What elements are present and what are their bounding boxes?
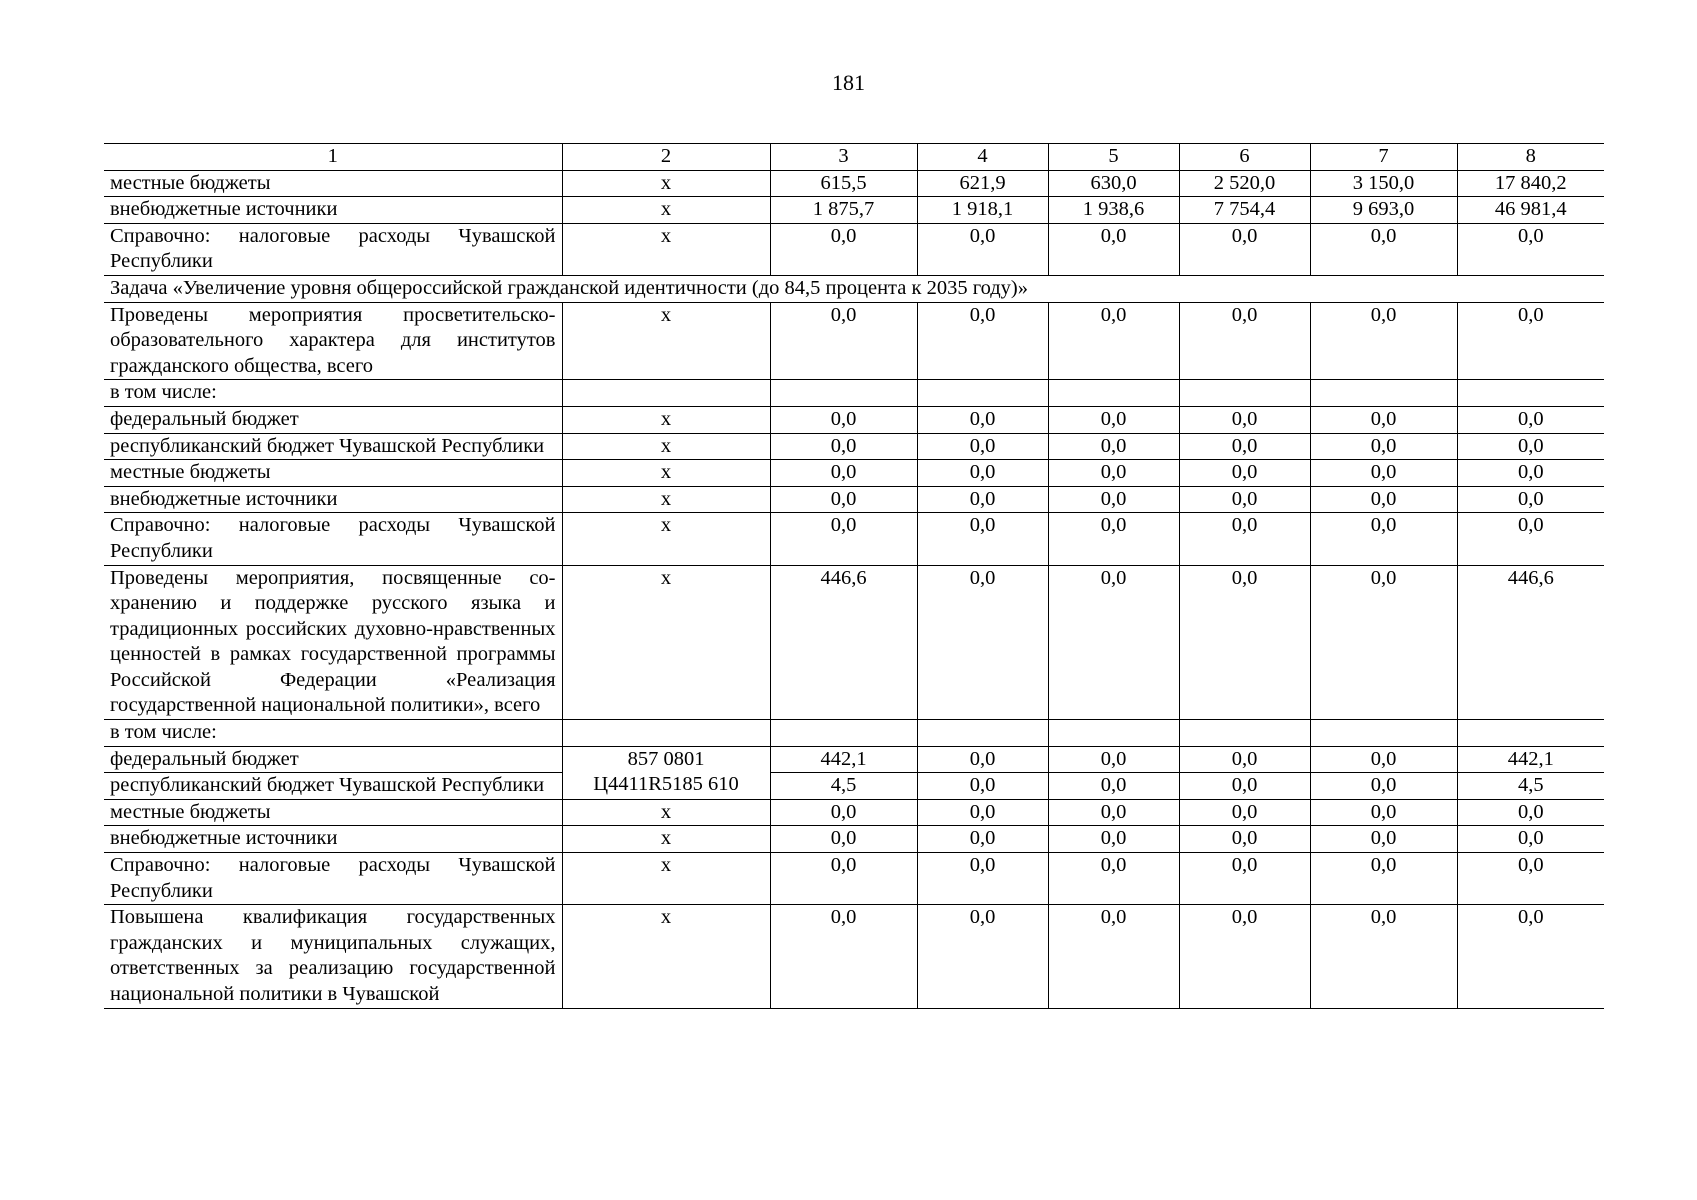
value-cell: 0,0 bbox=[770, 406, 917, 433]
value-cell: 0,0 bbox=[1048, 565, 1179, 720]
row-label: местные бюджеты bbox=[104, 170, 562, 197]
header-cell: 8 bbox=[1457, 144, 1604, 171]
value-cell: 0,0 bbox=[1048, 746, 1179, 773]
empty-cell bbox=[1310, 720, 1457, 747]
value-cell: 621,9 bbox=[917, 170, 1048, 197]
value-cell: 0,0 bbox=[1310, 773, 1457, 800]
value-cell: 446,6 bbox=[770, 565, 917, 720]
value-cell: 0,0 bbox=[1310, 460, 1457, 487]
empty-cell bbox=[917, 720, 1048, 747]
value-cell: 0,0 bbox=[1310, 853, 1457, 905]
value-cell: 0,0 bbox=[1457, 853, 1604, 905]
value-cell: 615,5 bbox=[770, 170, 917, 197]
table-row bbox=[104, 302, 1604, 380]
value-cell: 0,0 bbox=[1310, 799, 1457, 826]
budget-code: x bbox=[562, 433, 770, 460]
row-label: местные бюджеты bbox=[104, 799, 562, 826]
value-cell: 0,0 bbox=[917, 406, 1048, 433]
budget-code: x bbox=[562, 223, 770, 275]
header-cell: 5 bbox=[1048, 144, 1179, 171]
header-cell: 7 bbox=[1310, 144, 1457, 171]
value-cell: 0,0 bbox=[1179, 460, 1310, 487]
value-cell: 0,0 bbox=[1457, 433, 1604, 460]
value-cell: 446,6 bbox=[1457, 565, 1604, 720]
row-label: республиканский бюджет Чувашской Республики bbox=[104, 773, 562, 800]
table-row bbox=[104, 406, 1604, 433]
empty-cell bbox=[770, 380, 917, 407]
table-row bbox=[104, 853, 1604, 905]
value-cell: 0,0 bbox=[1310, 826, 1457, 853]
table-row bbox=[104, 197, 1604, 224]
value-cell: 9 693,0 bbox=[1310, 197, 1457, 224]
value-cell: 0,0 bbox=[1048, 223, 1179, 275]
value-cell: 0,0 bbox=[1048, 799, 1179, 826]
empty-cell bbox=[1310, 380, 1457, 407]
value-cell: 442,1 bbox=[770, 746, 917, 773]
value-cell: 0,0 bbox=[917, 905, 1048, 1008]
value-cell: 0,0 bbox=[1048, 433, 1179, 460]
row-label: Справочно: налоговые расходы Чувашской Республики bbox=[104, 853, 562, 905]
row-label: в том числе: bbox=[104, 380, 562, 407]
header-cell: 4 bbox=[917, 144, 1048, 171]
row-label: местные бюджеты bbox=[104, 460, 562, 487]
row-label: Справочно: налоговые расходы Чувашской Республики bbox=[104, 513, 562, 565]
value-cell: 0,0 bbox=[1310, 905, 1457, 1008]
budget-code-line: 857 0801 bbox=[627, 747, 705, 770]
row-label: внебюджетные источники bbox=[104, 826, 562, 853]
value-cell: 4,5 bbox=[1457, 773, 1604, 800]
value-cell: 0,0 bbox=[1179, 773, 1310, 800]
value-cell: 0,0 bbox=[1310, 433, 1457, 460]
empty-cell bbox=[1048, 720, 1179, 747]
value-cell: 3 150,0 bbox=[1310, 170, 1457, 197]
empty-cell bbox=[770, 720, 917, 747]
value-cell: 0,0 bbox=[770, 853, 917, 905]
value-cell: 0,0 bbox=[1179, 799, 1310, 826]
header-row bbox=[104, 144, 1604, 171]
value-cell: 0,0 bbox=[917, 853, 1048, 905]
budget-code: x bbox=[562, 170, 770, 197]
value-cell: 0,0 bbox=[1048, 773, 1179, 800]
value-cell: 0,0 bbox=[917, 826, 1048, 853]
table-row bbox=[104, 460, 1604, 487]
value-cell: 0,0 bbox=[1048, 826, 1179, 853]
table-row bbox=[104, 223, 1604, 275]
value-cell: 0,0 bbox=[1179, 746, 1310, 773]
value-cell: 0,0 bbox=[1048, 460, 1179, 487]
row-label: федеральный бюджет bbox=[104, 746, 562, 773]
table-row bbox=[104, 746, 1604, 773]
value-cell: 0,0 bbox=[770, 460, 917, 487]
page-number: 181 bbox=[832, 70, 865, 95]
value-cell: 0,0 bbox=[1310, 746, 1457, 773]
value-cell: 1 938,6 bbox=[1048, 197, 1179, 224]
table-row bbox=[104, 826, 1604, 853]
budget-code: x bbox=[562, 302, 770, 380]
table-row bbox=[104, 905, 1604, 1008]
header-cell: 1 bbox=[104, 144, 562, 171]
value-cell: 4,5 bbox=[770, 773, 917, 800]
value-cell: 0,0 bbox=[1048, 905, 1179, 1008]
budget-code: x bbox=[562, 826, 770, 853]
value-cell: 0,0 bbox=[917, 746, 1048, 773]
value-cell: 0,0 bbox=[770, 826, 917, 853]
budget-code-line: Ц4411R5185 610 bbox=[593, 773, 739, 796]
value-cell: 0,0 bbox=[770, 513, 917, 565]
table-row bbox=[104, 486, 1604, 513]
value-cell: 0,0 bbox=[1179, 853, 1310, 905]
table-row bbox=[104, 433, 1604, 460]
budget-code: x bbox=[562, 460, 770, 487]
value-cell: 0,0 bbox=[1310, 223, 1457, 275]
budget-code: x bbox=[562, 197, 770, 224]
value-cell: 0,0 bbox=[1048, 302, 1179, 380]
value-cell: 0,0 bbox=[917, 513, 1048, 565]
value-cell: 0,0 bbox=[1310, 513, 1457, 565]
value-cell: 0,0 bbox=[1457, 406, 1604, 433]
value-cell: 0,0 bbox=[1310, 486, 1457, 513]
empty-cell bbox=[562, 720, 770, 747]
value-cell: 0,0 bbox=[770, 905, 917, 1008]
value-cell: 0,0 bbox=[917, 302, 1048, 380]
value-cell: 0,0 bbox=[1048, 513, 1179, 565]
task-row bbox=[104, 275, 1604, 302]
value-cell: 0,0 bbox=[1179, 223, 1310, 275]
value-cell: 0,0 bbox=[1048, 406, 1179, 433]
empty-cell bbox=[917, 380, 1048, 407]
value-cell: 0,0 bbox=[1310, 406, 1457, 433]
budget-code: x bbox=[562, 486, 770, 513]
value-cell: 0,0 bbox=[1048, 486, 1179, 513]
value-cell: 1 918,1 bbox=[917, 197, 1048, 224]
table-row bbox=[104, 565, 1604, 720]
empty-cell bbox=[1457, 720, 1604, 747]
value-cell: 0,0 bbox=[1179, 565, 1310, 720]
table-row bbox=[104, 513, 1604, 565]
table-row bbox=[104, 170, 1604, 197]
value-cell: 0,0 bbox=[770, 433, 917, 460]
empty-cell bbox=[1457, 380, 1604, 407]
value-cell: 0,0 bbox=[770, 223, 917, 275]
value-cell: 0,0 bbox=[917, 773, 1048, 800]
header-cell: 3 bbox=[770, 144, 917, 171]
value-cell: 630,0 bbox=[1048, 170, 1179, 197]
empty-cell bbox=[562, 380, 770, 407]
value-cell: 0,0 bbox=[1457, 486, 1604, 513]
budget-code: x bbox=[562, 799, 770, 826]
budget-code: x bbox=[562, 565, 770, 720]
value-cell: 0,0 bbox=[917, 799, 1048, 826]
value-cell: 0,0 bbox=[1048, 853, 1179, 905]
budget-code: x bbox=[562, 406, 770, 433]
row-label: внебюджетные источники bbox=[104, 486, 562, 513]
value-cell: 0,0 bbox=[1457, 905, 1604, 1008]
empty-cell bbox=[1179, 380, 1310, 407]
empty-cell bbox=[1048, 380, 1179, 407]
value-cell: 0,0 bbox=[917, 433, 1048, 460]
budget-code: x bbox=[562, 513, 770, 565]
value-cell: 0,0 bbox=[1457, 302, 1604, 380]
value-cell: 7 754,4 bbox=[1179, 197, 1310, 224]
task-heading: Задача «Увеличение уровня общероссийской гражданской идентичности (до 84,5 процента к 2035 году)» bbox=[104, 275, 1604, 302]
row-label: Повышена квалификация государственных гражданских и муниципальных служащих, ответственных за реализацию государственной национальной политики в Чувашской bbox=[104, 905, 562, 1008]
row-label: Проведены мероприятия, посвященные сохранению и поддержке русского языка и традиционных российских духовно-нравственных ценностей в рамках государственной программы Российской Федерации «Реализация государственной национальной политики», всего bbox=[104, 565, 562, 720]
value-cell: 0,0 bbox=[1310, 302, 1457, 380]
value-cell: 0,0 bbox=[1179, 302, 1310, 380]
value-cell: 17 840,2 bbox=[1457, 170, 1604, 197]
row-label: республиканский бюджет Чувашской Республики bbox=[104, 433, 562, 460]
row-label: федеральный бюджет bbox=[104, 406, 562, 433]
value-cell: 0,0 bbox=[770, 486, 917, 513]
value-cell: 0,0 bbox=[1179, 433, 1310, 460]
value-cell: 0,0 bbox=[917, 460, 1048, 487]
value-cell: 0,0 bbox=[1179, 486, 1310, 513]
row-label: внебюджетные источники bbox=[104, 197, 562, 224]
subheading-row bbox=[104, 380, 1604, 407]
value-cell: 0,0 bbox=[917, 486, 1048, 513]
empty-cell bbox=[1179, 720, 1310, 747]
row-label: в том числе: bbox=[104, 720, 562, 747]
value-cell: 0,0 bbox=[1179, 513, 1310, 565]
subheading-row bbox=[104, 720, 1604, 747]
value-cell: 0,0 bbox=[1457, 799, 1604, 826]
value-cell: 0,0 bbox=[1310, 565, 1457, 720]
row-label: Проведены мероприятия просветительско-образовательного характера для институтов гражданского общества, всего bbox=[104, 302, 562, 380]
value-cell: 0,0 bbox=[1457, 460, 1604, 487]
value-cell: 0,0 bbox=[1179, 826, 1310, 853]
header-cell: 2 bbox=[562, 144, 770, 171]
row-label: Справочно: налоговые расходы Чувашской Республики bbox=[104, 223, 562, 275]
budget-table bbox=[104, 143, 1604, 1009]
budget-code bbox=[562, 746, 770, 799]
value-cell: 442,1 bbox=[1457, 746, 1604, 773]
budget-code: x bbox=[562, 853, 770, 905]
table-row bbox=[104, 799, 1604, 826]
value-cell: 2 520,0 bbox=[1179, 170, 1310, 197]
budget-code: x bbox=[562, 905, 770, 1008]
value-cell: 0,0 bbox=[770, 302, 917, 380]
header-cell: 6 bbox=[1179, 144, 1310, 171]
value-cell: 1 875,7 bbox=[770, 197, 917, 224]
value-cell: 46 981,4 bbox=[1457, 197, 1604, 224]
value-cell: 0,0 bbox=[917, 223, 1048, 275]
value-cell: 0,0 bbox=[1457, 826, 1604, 853]
value-cell: 0,0 bbox=[1179, 905, 1310, 1008]
value-cell: 0,0 bbox=[1457, 223, 1604, 275]
value-cell: 0,0 bbox=[1457, 513, 1604, 565]
value-cell: 0,0 bbox=[917, 565, 1048, 720]
value-cell: 0,0 bbox=[770, 799, 917, 826]
table-row bbox=[104, 773, 1604, 800]
value-cell: 0,0 bbox=[1179, 406, 1310, 433]
